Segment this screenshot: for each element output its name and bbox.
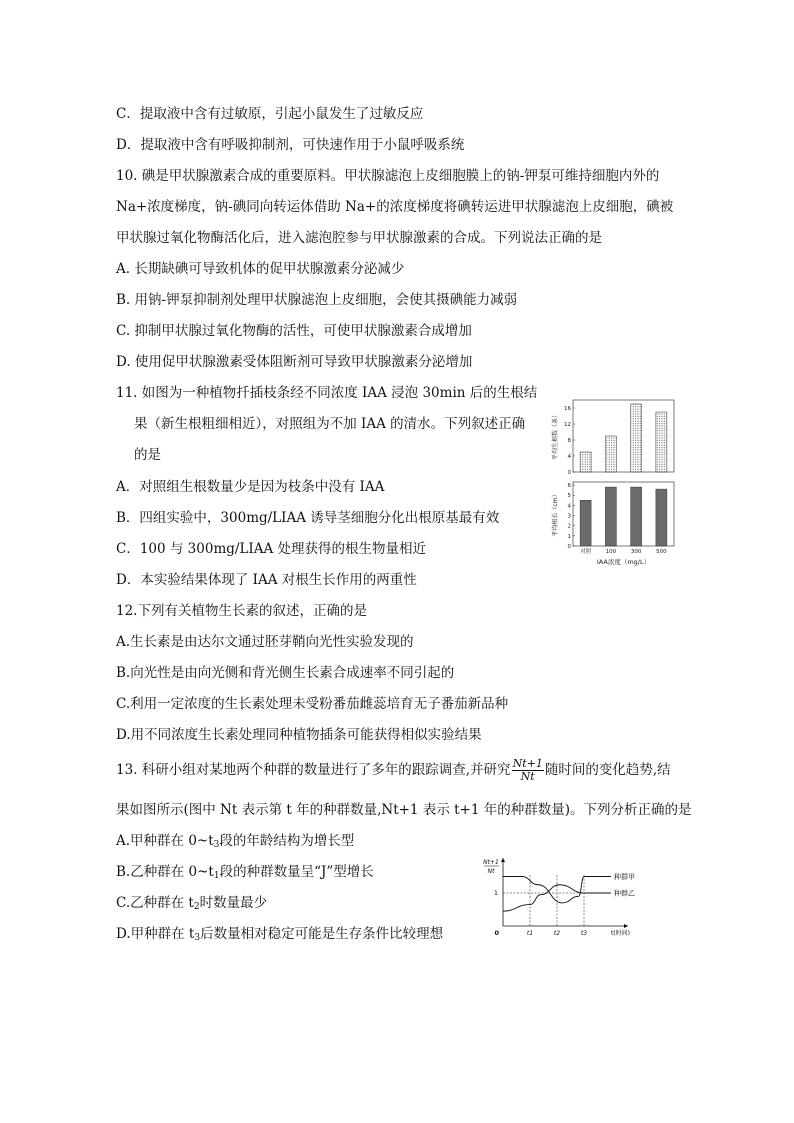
- y-axis-label-numerator: Nt+1: [483, 859, 499, 866]
- x-axis-label: IAA浓度（mg/L）: [596, 558, 651, 566]
- y-tick-label: 4: [567, 503, 571, 510]
- q13-stem-line1: [116, 756, 671, 784]
- q11-option-b: B．四组实验中，300mg/LIAA 诱导茎细胞分化出根原基最有效: [116, 510, 500, 526]
- subscript: 3: [194, 933, 201, 943]
- q12-option-c: C.利用一定浓度的生长素处理未受粉番茄雌蕊培育无子番茄新品种: [116, 696, 509, 712]
- x-tick-label: t3: [580, 930, 588, 937]
- x-tick-label: 对照: [580, 549, 592, 555]
- x-tick-label: 300: [630, 549, 642, 555]
- q10-option-c: C. 抑制甲状腺过氧化物酶的活性，可使甲状腺激素合成增加: [116, 323, 472, 339]
- q11-option-a: A．对照组生根数量少是因为枝条中没有 IAA: [116, 479, 385, 495]
- q13-option-d-text-end: 后数量相对稳定可能是生存条件比较理想: [200, 926, 444, 942]
- bar: [631, 487, 642, 546]
- bar: [580, 500, 591, 546]
- y-tick-label: 16: [564, 406, 571, 412]
- q11-stem-line3: 的是: [134, 447, 161, 463]
- y-tick-label: 1: [567, 533, 571, 540]
- q13-option-c: [116, 893, 267, 917]
- y-tick-label: 0: [567, 544, 571, 550]
- bar: [605, 436, 616, 472]
- q13-option-d: [116, 924, 443, 948]
- y-tick-label: 2: [567, 523, 571, 530]
- series-label: 种群甲: [614, 873, 635, 881]
- y-tick-label: 4: [567, 454, 571, 460]
- subscript: 3: [213, 840, 220, 850]
- q10-option-d: D. 使用促甲状腺激素受体阻断剂可导致甲状腺激素分泌增加: [116, 354, 473, 370]
- subscript: 2: [193, 902, 200, 912]
- y-tick-label: 0: [567, 470, 571, 476]
- q13-stem-line2: 果如图所示(图中 Nt 表示第 t 年的种群数量,Nt+1 表示 t+1 年的种群数量)。下列分析正确的是: [116, 802, 692, 818]
- x-tick-label: t1: [526, 930, 534, 937]
- population-ratio-line-chart: [478, 852, 648, 938]
- q13-option-d-text: D.甲种群在 t: [116, 926, 195, 942]
- x-axis-label: t(时间): [610, 930, 630, 937]
- y-tick-label: 1: [493, 889, 498, 897]
- y-tick-label: 8: [567, 438, 571, 444]
- q12-option-d: D.用不同浓度生长素处理同种植物插条可能获得相似实验结果: [116, 727, 482, 743]
- q13-stem-part1: 13. 科研小组对某地两个种群的数量进行了多年的跟踪调查,并研究: [116, 762, 511, 778]
- q10-option-a: A. 长期缺碘可导致机体的促甲状腺激素分泌减少: [116, 261, 405, 277]
- y-tick-label: 3: [567, 513, 571, 520]
- q10-option-b: B. 用钠-钾泵抑制剂处理甲状腺滤泡上皮细胞，会使其摄碘能力减弱: [116, 292, 518, 308]
- q13-option-b-text: B.乙种群在 0~t: [116, 864, 214, 880]
- q11-option-d: D．本实验结果体现了 IAA 对根生长作用的两重性: [116, 572, 417, 588]
- q13-option-c-text-end: 时数量最少: [199, 895, 268, 911]
- q13-option-c-text: C.乙种群在 t: [116, 895, 194, 911]
- bar: [580, 452, 591, 472]
- q13-option-b-text-end: 段的种群数量呈“J”型增长: [219, 864, 374, 880]
- q13-option-a: [116, 831, 354, 855]
- bar: [605, 487, 616, 546]
- q12-option-a: A.生长素是由达尔文通过胚芽鞘向光性实验发现的: [116, 634, 414, 650]
- q13-option-b: [116, 862, 374, 886]
- origin-label: 0: [494, 929, 499, 937]
- y-axis-arrow: [501, 858, 505, 862]
- y-tick-label: 12: [564, 422, 571, 428]
- q13-stem-part2: 随时间的变化趋势,结: [544, 762, 671, 778]
- q13-option-a-text: A.甲种群在 0~t: [116, 833, 214, 849]
- fraction-denominator: Nt: [520, 770, 535, 783]
- q12-stem: 12.下列有关植物生长素的叙述，正确的是: [116, 603, 367, 619]
- bar: [631, 404, 642, 472]
- series-label: 种群乙: [614, 889, 635, 898]
- q10-stem-line3: 甲状腺过氧化物酶活化后，进入滤泡腔参与甲状腺激素的合成。下列说法正确的是: [116, 230, 602, 246]
- q11-option-c: C．100 与 300mg/LIAA 处理获得的根生物量相近: [116, 541, 427, 557]
- y-axis-label: 平均根长（cm）: [552, 491, 559, 537]
- q11-stem-line2: 果（新生根粗细相近），对照组为不加 IAA 的清水。下列叙述正确: [134, 416, 526, 432]
- x-tick-label: 100: [605, 549, 617, 555]
- q9-option-c: C．提取液中含有过敏原，引起小鼠发生了过敏反应: [116, 106, 424, 122]
- q12-option-b: B.向光性是由向光侧和背光侧生长素合成速率不同引起的: [116, 665, 455, 681]
- x-tick-label: t2: [553, 930, 561, 937]
- y-tick-label: 6: [567, 483, 571, 490]
- q11-stem-line1: 11. 如图为一种植物扦插枝条经不同浓度 IAA 浸泡 30min 后的生根结: [116, 385, 538, 401]
- q9-option-d: D．提取液中含有呼吸抑制剂，可快速作用于小鼠呼吸系统: [116, 137, 465, 153]
- iaa-rooting-bar-charts: [548, 396, 678, 568]
- q13-option-a-text-end: 段的年龄结构为增长型: [219, 833, 355, 849]
- y-axis-label-denominator: Nt: [487, 868, 495, 875]
- bar: [656, 412, 667, 472]
- q10-stem-line1: 10. 碘是甲状腺激素合成的重要原料。甲状腺滤泡上皮细胞膜上的钠-钾泵可维持细胞内外的: [116, 168, 660, 184]
- x-tick-label: 500: [656, 549, 667, 555]
- y-axis-label: 平均生根数（条）: [552, 411, 559, 461]
- x-axis-arrow: [624, 924, 628, 928]
- q10-stem-line2: Na+浓度梯度，钠-碘同向转运体借助 Na+的浓度梯度将碘转运进甲状腺滤泡上皮细胞，碘被: [116, 199, 674, 215]
- subscript: 1: [213, 871, 220, 881]
- bar: [656, 489, 667, 546]
- y-tick-label: 5: [567, 493, 571, 500]
- nt-ratio-fraction: [512, 758, 544, 783]
- fraction-numerator: Nt+1: [512, 757, 543, 770]
